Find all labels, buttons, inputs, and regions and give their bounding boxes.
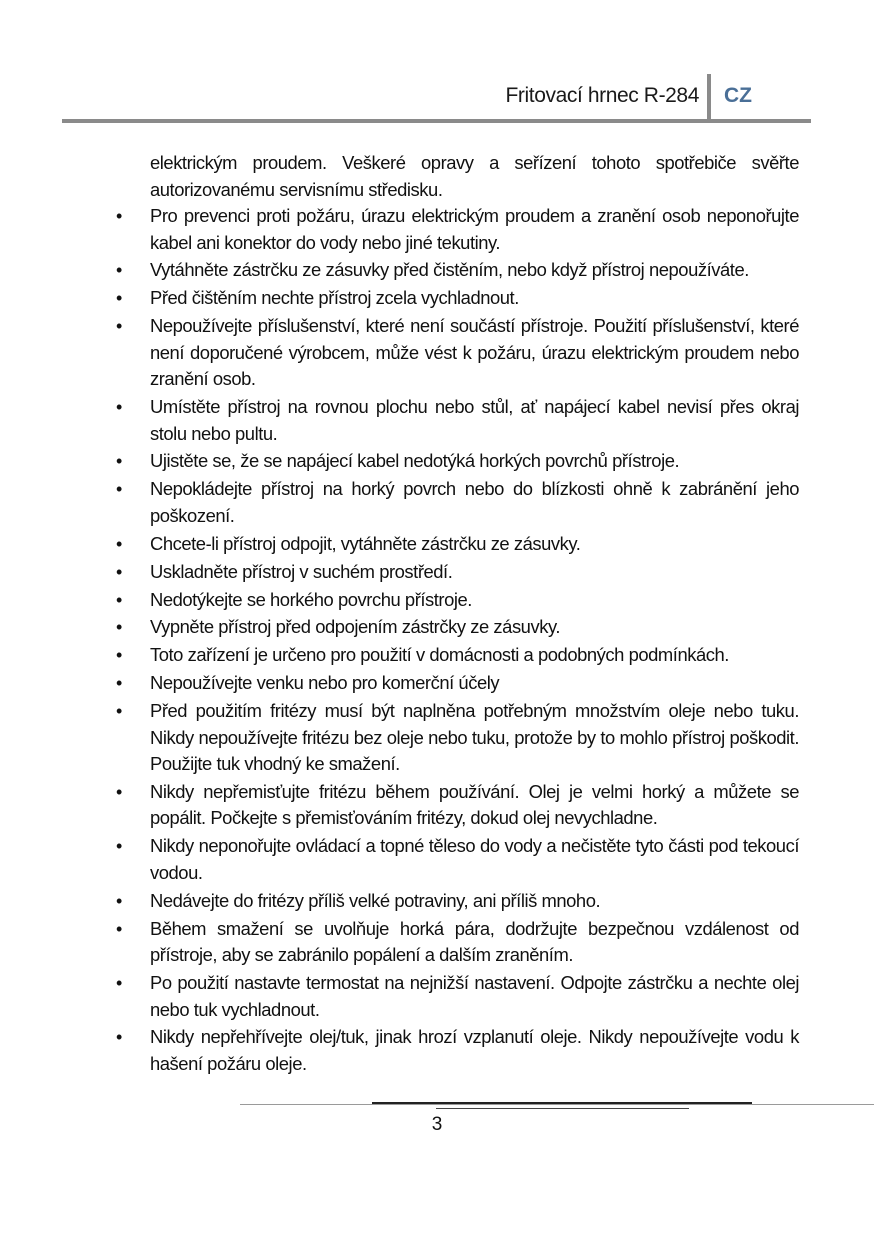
list-item-text: Před čištěním nechte přístroj zcela vychladnout. <box>150 287 519 309</box>
bullet-icon: • <box>116 533 122 554</box>
footer-rule-bold <box>372 1102 752 1104</box>
header-rule <box>62 119 811 123</box>
list-item-text: Vytáhněte zástrčku ze zásuvky před čistěním, nebo když přístroj nepoužíváte. <box>150 259 749 281</box>
bullet-icon: • <box>116 836 122 857</box>
list-item <box>116 559 799 586</box>
bullet-icon: • <box>116 260 122 281</box>
bullet-icon: • <box>116 673 122 694</box>
safety-instructions-list <box>116 203 799 1077</box>
list-item-text: Nepokládejte přístroj na horký povrch nebo do blízkosti ohně k zabránění jeho poškození. <box>150 478 799 526</box>
bullet-icon: • <box>116 288 122 309</box>
footer-rule <box>240 1104 874 1105</box>
page-header <box>0 0 874 130</box>
list-item <box>116 779 799 832</box>
bullet-icon: • <box>116 617 122 638</box>
bullet-icon: • <box>116 316 122 337</box>
list-item-text: Nikdy nepřemisťujte fritézu během používání. Olej je velmi horký a můžete se popálit. Počkejte s přemisťováním fritézy, dokud olej nevychladne. <box>150 780 799 829</box>
bullet-icon: • <box>116 479 122 500</box>
bullet-icon: • <box>116 890 122 911</box>
list-item-text: Vypněte přístroj před odpojením zástrčky ze zásuvky. <box>150 616 560 638</box>
bullet-icon: • <box>116 589 122 610</box>
bullet-icon: • <box>116 397 122 418</box>
page-number: 3 <box>431 1114 443 1135</box>
list-item-text: Před použitím fritézy musí být naplněna potřebným množstvím oleje nebo tuku. Nikdy nepoužívejte fritézu bez oleje nebo tuku, protože by to mohlo přístroj poškodit. Použijte tuk vhodný ke smažení. <box>150 700 799 775</box>
list-item-text: Toto zařízení je určeno pro použití v domácnosti a podobných podmínkách. <box>150 644 729 666</box>
list-item-text: Pro prevenci proti požáru, úrazu elektrickým proudem a zranění osob neponořujte kabel ani konektor do vody nebo jiné tekutiny. <box>150 205 799 253</box>
list-item <box>116 448 799 475</box>
list-item <box>116 1024 799 1077</box>
bullet-icon: • <box>116 645 122 666</box>
list-item-text: Nepoužívejte venku nebo pro komerční účely <box>150 672 500 694</box>
list-item <box>116 970 799 1023</box>
list-item-text: Nedotýkejte se horkého povrchu přístroje. <box>150 588 472 610</box>
list-item <box>116 916 799 969</box>
list-item <box>116 313 799 393</box>
intro-paragraph: elektrickým proudem. Veškeré opravy a seřízení tohoto spotřebiče svěřte autorizovanému servisnímu středisku. <box>150 152 799 200</box>
list-item <box>116 476 799 529</box>
list-item <box>116 888 799 915</box>
list-item-text: Uskladněte přístroj v suchém prostředí. <box>150 560 453 582</box>
list-item <box>116 587 799 614</box>
list-item <box>116 642 799 669</box>
bullet-icon: • <box>116 451 122 472</box>
bullet-icon: • <box>116 1027 122 1048</box>
list-item-text: Umístěte přístroj na rovnou plochu nebo stůl, ať napájecí kabel nevisí přes okraj stolu nebo pultu. <box>150 396 799 444</box>
footer-rule-short <box>436 1108 689 1109</box>
bullet-icon: • <box>116 206 122 226</box>
list-item-text: Nepoužívejte příslušenství, které není součástí přístroje. Použití příslušenství, které není doporučené výrobcem, může vést k požáru, úrazu elektrickým proudem nebo zranění osob. <box>150 315 799 390</box>
list-item <box>116 203 799 256</box>
bullet-icon: • <box>116 701 122 722</box>
list-item <box>116 285 799 312</box>
list-item-text: Chcete-li přístroj odpojit, vytáhněte zástrčku ze zásuvky. <box>150 532 581 554</box>
bullet-icon: • <box>116 781 122 802</box>
list-item-text: Po použití nastavte termostat na nejnižší nastavení. Odpojte zástrčku a nechte olej nebo tuk vychladnout. <box>150 972 799 1020</box>
list-item <box>116 531 799 558</box>
list-item-text: Nikdy nepřehřívejte olej/tuk, jinak hrozí vzplanutí oleje. Nikdy nepoužívejte vodu k hašení požáru oleje. <box>150 1026 799 1074</box>
bullet-icon: • <box>116 973 122 994</box>
bullet-icon: • <box>116 561 122 582</box>
document-title: Fritovací hrnec R-284 <box>505 84 699 107</box>
language-code: CZ <box>724 84 752 107</box>
header-separator <box>707 74 711 120</box>
list-item <box>116 614 799 641</box>
page-content <box>116 150 799 1079</box>
list-item <box>116 833 799 886</box>
list-item <box>116 394 799 447</box>
list-item-text: Během smažení se uvolňuje horká pára, dodržujte bezpečnou vzdálenost od přístroje, aby se zabránilo popálení a dalším zraněním. <box>150 917 799 966</box>
list-item <box>116 698 799 778</box>
list-item <box>116 670 799 697</box>
list-item <box>116 257 799 284</box>
list-item-text: Nikdy neponořujte ovládací a topné těleso do vody a nečistěte tyto části pod tekoucí vodou. <box>150 835 799 883</box>
list-item-text: Nedávejte do fritézy příliš velké potraviny, ani příliš mnoho. <box>150 889 601 911</box>
bullet-icon: • <box>116 918 122 939</box>
list-item-text: Ujistěte se, že se napájecí kabel nedotýká horkých povrchů přístroje. <box>150 450 680 472</box>
